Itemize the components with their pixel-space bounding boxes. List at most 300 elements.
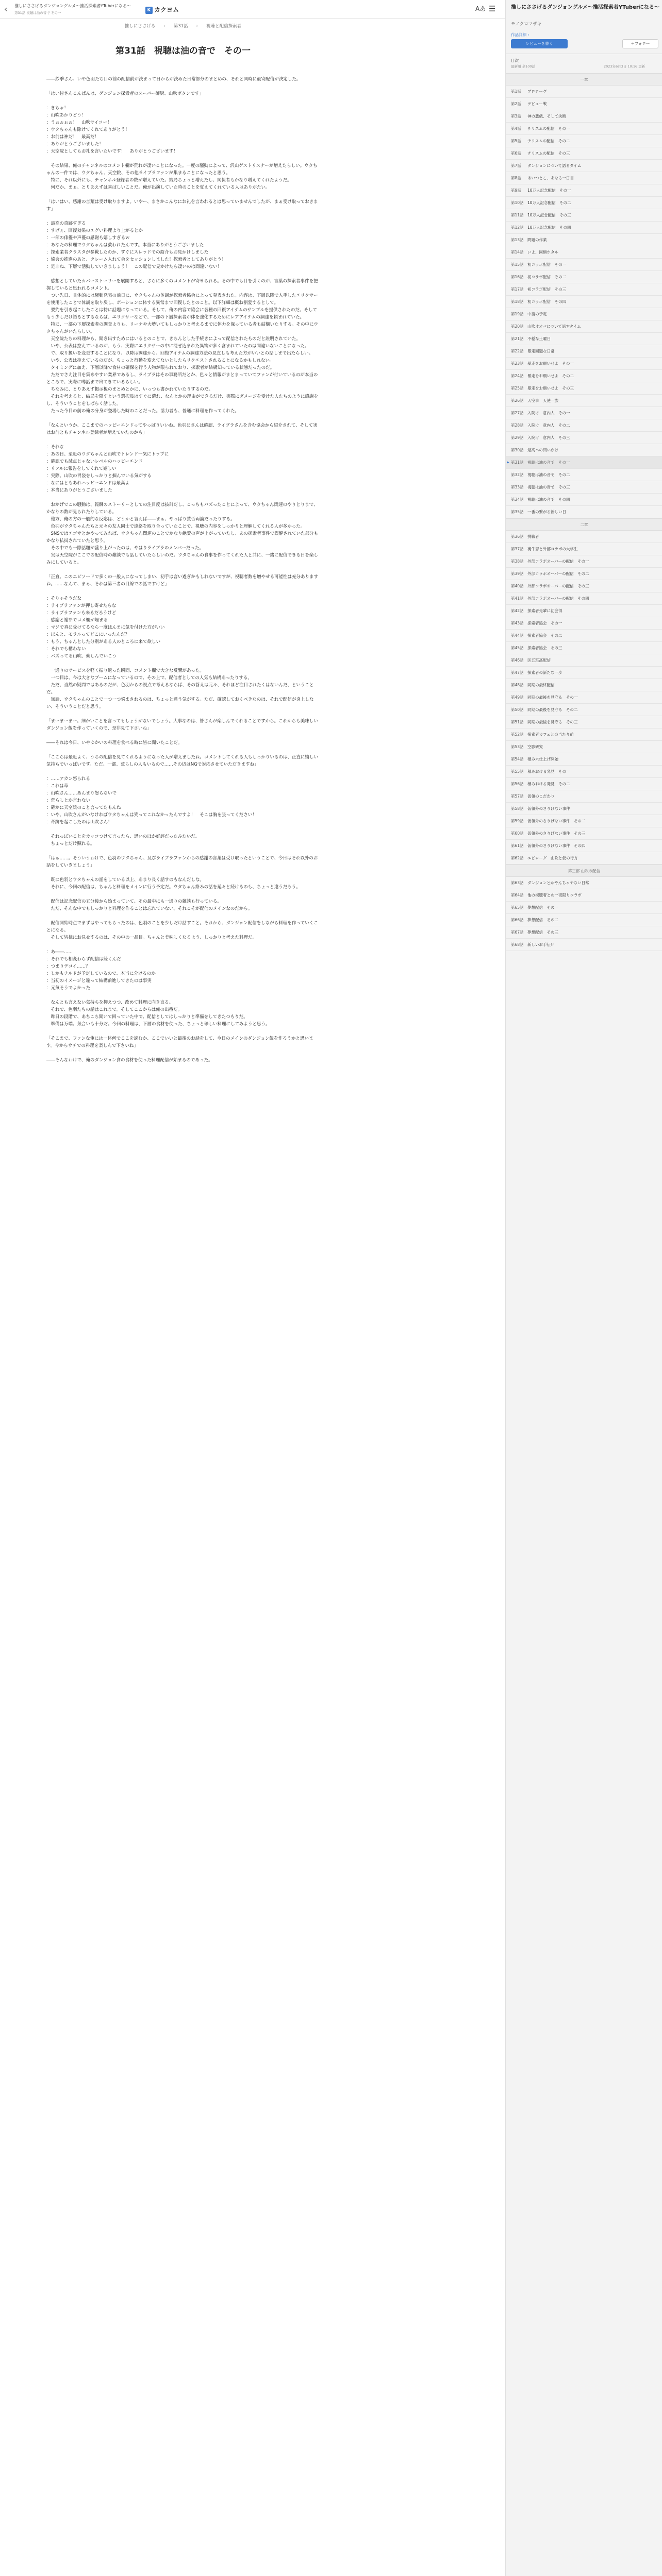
toc-episode-number: 第64話 xyxy=(511,893,524,897)
toc-episode-number: 第45話 xyxy=(511,646,524,650)
toc-episode-number: 第24話 xyxy=(511,374,524,378)
toc-episode-title: 空影研究 xyxy=(527,744,543,749)
toc-episode[interactable] xyxy=(506,679,662,691)
review-button[interactable]: レビューを書く xyxy=(511,39,568,48)
toc-episode[interactable] xyxy=(506,358,662,370)
body-paragraph: ：すげぇ、回復効果のエグい料理より上がるとか xyxy=(46,228,143,233)
toc-episode-number: 第7話 xyxy=(511,163,521,168)
body-paragraph: ：探索業者クラスタが参戦したのか、すぐにスレッドでの紹介もお見かけしました xyxy=(46,250,209,255)
toc-episode[interactable] xyxy=(506,283,662,296)
toc-episode[interactable] xyxy=(506,605,662,617)
body-paragraph: ：これは草 xyxy=(46,784,69,789)
toc-episode-number: 第6話 xyxy=(511,151,521,156)
sidebar-author[interactable]: モノクロマザキ xyxy=(511,22,542,27)
logo-text: カクヨム xyxy=(154,6,179,13)
toc-episode[interactable] xyxy=(506,222,662,234)
toc-episode[interactable] xyxy=(506,630,662,642)
toc-episode[interactable] xyxy=(506,395,662,407)
toc-episode[interactable] xyxy=(506,741,662,753)
toc-episode-number: 第21話 xyxy=(511,336,524,341)
toc-episode-number: 第48話 xyxy=(511,683,524,687)
body-paragraph: ：一部の俳優や声優の感謝も嬉しすぎるｗ xyxy=(46,235,130,241)
toc-episode[interactable] xyxy=(506,815,662,827)
body-paragraph: ：それな xyxy=(46,445,64,450)
toc-episode-number: 第63話 xyxy=(511,880,524,885)
episode-title: 第31話 視聴は油の音で その一 xyxy=(115,46,251,56)
toc-episode-number: 第68話 xyxy=(511,942,524,947)
toc-episode[interactable] xyxy=(506,852,662,865)
toc-episode[interactable] xyxy=(506,555,662,568)
toc-episode-title: 区五班高配信 xyxy=(527,658,551,663)
toc-episode[interactable] xyxy=(506,308,662,320)
body-paragraph: ただ、そんな中でもしっかりと料理を作ることは忘れていない。それこそが配信のメインなのだから。 xyxy=(46,906,253,911)
toc-episode[interactable] xyxy=(506,98,662,110)
body-paragraph xyxy=(46,1028,320,1035)
toc-episode[interactable] xyxy=(506,494,662,506)
toc-episode-number: 第5話 xyxy=(511,139,521,143)
toc-episode-number: 第36話 xyxy=(511,534,524,539)
toc-episode-number: 第30話 xyxy=(511,448,524,452)
toc-episode-title: 中後の予定 xyxy=(527,312,547,316)
body-paragraph: 他方、俺の方の一般的な反応は、どうかと言えば――まぁ、やっぱり賛否両論だったりする。 xyxy=(46,517,235,522)
toc-episode-number: 第66話 xyxy=(511,918,524,922)
body-paragraph: 配信は記念配信の五分後から始まっていて、その最中にも一通りの雑談も行っている。 xyxy=(46,899,222,904)
toc-episode-number: 第13話 xyxy=(511,238,524,242)
toc-episode[interactable] xyxy=(506,370,662,382)
toc-episode[interactable] xyxy=(506,691,662,704)
toc-episode-number: 第59話 xyxy=(511,819,524,823)
top-bar xyxy=(0,0,505,19)
toc-episode-title: 暴走をお願いせよ その一 xyxy=(527,361,574,366)
toc-episode-number: 第33話 xyxy=(511,485,524,489)
toc-episode-title: 同期の最終配信 xyxy=(527,683,555,687)
body-paragraph xyxy=(46,213,320,220)
body-paragraph: ：お前は神だ！ 最高だ！ xyxy=(46,134,100,140)
toc-episode-number: 第55話 xyxy=(511,769,524,774)
toc-episode-number: 第29話 xyxy=(511,435,524,440)
toc-episode[interactable] xyxy=(506,531,662,543)
toc-episode-number: 第22話 xyxy=(511,349,524,353)
body-paragraph: ：ライブラファンも来るだろうけど xyxy=(46,611,117,616)
toc-episode[interactable] xyxy=(506,617,662,630)
menu-icon[interactable]: ☰ xyxy=(489,4,496,13)
toc-episode-title: 10万人記念配信 その四 xyxy=(527,225,571,230)
body-paragraph xyxy=(46,891,320,898)
toc-episode-number: 第51話 xyxy=(511,720,524,724)
toc-episode[interactable] xyxy=(506,160,662,172)
body-paragraph xyxy=(46,83,320,90)
toc-episode[interactable] xyxy=(506,419,662,432)
toc-label: 目次 xyxy=(511,58,519,63)
toc-episode-title: 積みおける発見 その二 xyxy=(527,782,570,786)
toc-episode-number: 第34話 xyxy=(511,497,524,502)
toc-episode[interactable] xyxy=(506,778,662,790)
body-paragraph: 一通りのサービスを軽く振り返った瞬間、コメント欄で大きな反響があった。 xyxy=(46,668,204,673)
toc-episode[interactable] xyxy=(506,877,662,889)
breadcrumb-section: 視聴と配信探索者 xyxy=(206,24,242,29)
toc-episode-title: 一番の繋がる新しい日 xyxy=(527,510,566,514)
body-paragraph: ：バズってる山吹、楽しんでいこう xyxy=(46,654,117,659)
toc-episode-title: 仮領外のさりげない事件 xyxy=(527,806,570,811)
toc-episode[interactable] xyxy=(506,86,662,98)
toc-episode-title: チリスムの配信 その三 xyxy=(527,151,570,156)
toc-episode-number: 第25話 xyxy=(511,386,524,391)
toc-episode-title: 仮領外のさりげない事件 その三 xyxy=(527,831,586,836)
toc-episode[interactable] xyxy=(506,172,662,184)
toc-episode[interactable] xyxy=(506,506,662,518)
body-paragraph: ：それでも構わない xyxy=(46,647,86,652)
sidebar-work-title[interactable]: 推しにささげるダンジョングルメ〜推活探索者YTuberになる〜 xyxy=(511,5,659,10)
body-paragraph xyxy=(46,415,320,422)
toc-episode-title: 暴走をお願いせよ その三 xyxy=(527,386,574,391)
toc-episode-number: 第41話 xyxy=(511,596,524,601)
body-paragraph xyxy=(46,566,320,573)
toc-episode-number: 第4話 xyxy=(511,126,521,131)
toc-episode-number: 第44話 xyxy=(511,633,524,638)
toc-episode[interactable] xyxy=(506,407,662,419)
current-marker-icon: ▶ xyxy=(507,461,509,464)
toc-episode-current[interactable] xyxy=(506,456,662,469)
body-paragraph: ――そんなわけで、俺のダンジョン食の食材を使った料理配信が始まるのであった。 xyxy=(46,1058,213,1063)
toc-episode-title: 外部コラボオーバーの配信 その四 xyxy=(527,596,589,601)
toc-episode[interactable] xyxy=(506,469,662,481)
toc-episode[interactable] xyxy=(506,333,662,345)
toc-episode-number: 第28話 xyxy=(511,423,524,428)
body-paragraph: 「そこまで、ファンな俺には一体何でここを読むか、ここでいいと最後のお話をして、今日のメインのダンジョン飯を作ろうかと思います。今からウチでの料理を楽しんで下さいね」 xyxy=(46,1036,313,1048)
breadcrumb-chapter: 第31話 xyxy=(173,24,188,29)
toc-episode-number: 第54話 xyxy=(511,757,524,761)
toc-episode[interactable] xyxy=(506,147,662,160)
toc-episode-number: 第40話 xyxy=(511,584,524,588)
body-paragraph: ：リアルに報告をしてくれて嬉しい xyxy=(46,466,117,471)
toc-episode-number: 第14話 xyxy=(511,250,524,255)
toc-episode-number: 第46話 xyxy=(511,658,524,663)
body-paragraph: そして皆様にお見せするのは、その中の一品目。ちゃんと美味しくなるよう、しっかりと考えた料理だ。 xyxy=(46,935,257,940)
toc-episode-title: 問題の作業 xyxy=(527,238,547,242)
toc-episode[interactable] xyxy=(506,827,662,840)
body-paragraph: ：本当にありがとうございました xyxy=(46,488,112,493)
breadcrumb xyxy=(46,23,320,29)
body-paragraph: ：山吹あかりどう！ xyxy=(46,113,86,118)
toc-episode-title: 外部コラボオーバーの配信 その三 xyxy=(527,584,589,588)
body-paragraph: 要約を引き起こしたことは特に話題になっている。そして、俺の内容で協会に各種の回復アイテムのサンプルを提供されたのだ。そしてもう少しだけ語るとするならば、エリクサーなどで、一部の下層探索者が体を強化するためにレアアイテムの調達を頼まれていた。 xyxy=(46,308,317,320)
body-paragraph: 「ここらは最近よく、うちの配信を見てくれるようになった人が増えましたね。コメントしてくれる人もしっかりいるのは、正直に嬉しい気持ちでいっぱいです。ただ、一部、荒らしの人もいるので……その辺はNGで対応させていただきますね」 xyxy=(46,755,318,767)
body-paragraph: ：あなたの料理でウタちゃんは救われたんです。本当にありがとうございました xyxy=(46,243,204,248)
toc-episode-number: 第11話 xyxy=(511,213,524,217)
toc-episode-number: 第32話 xyxy=(511,472,524,477)
body-paragraph: ：当初のイメージと違って結構前進してきたのは事実 xyxy=(46,978,152,984)
toc-episode-number: 第62話 xyxy=(511,856,524,860)
body-paragraph: その中でも一際話題が盛り上がったのは、やはりライブラのメンバーだった。 xyxy=(46,546,204,551)
toc-episode-number: 第39話 xyxy=(511,571,524,576)
body-paragraph: ：つまりデコイ……？ xyxy=(46,964,90,969)
episode-subtitle: 第31話 視聴は油の音で その一 xyxy=(14,11,61,15)
toc-episode[interactable] xyxy=(506,135,662,147)
toc-episode[interactable] xyxy=(506,234,662,246)
body-paragraph xyxy=(46,747,320,754)
toc-episode[interactable] xyxy=(506,667,662,679)
body-paragraph: ちょっとだけ照れる。 xyxy=(46,841,95,846)
body-paragraph: 「なんというか、ここまでのハッピーエンドってやっぱりいいね。色羽にさんは確認、ライブラさんを含む協会から紹介されて、そして実はお前ともチャンネル登録者が増えていたのかも」 xyxy=(46,423,318,435)
toc-episode-title: 視聴は油の音で その三 xyxy=(527,485,570,489)
toc-episode-title: 同期の最後を見守る その一 xyxy=(527,695,578,700)
toc-episode[interactable] xyxy=(506,259,662,271)
toc-episode[interactable] xyxy=(506,716,662,728)
toc-episode-number: 第19話 xyxy=(511,312,524,316)
body-paragraph: 昨日の段階で、あちこち聞いて回っていた中で、配信としてはしっかりと準備をしてきたつもりだ。 xyxy=(46,1014,248,1020)
toc-episode[interactable] xyxy=(506,914,662,926)
toc-episode[interactable] xyxy=(506,444,662,456)
toc-episode-title: チリスムの配信 その二 xyxy=(527,139,570,143)
toc-episode-title: 初コラボ配信 その二 xyxy=(527,275,566,279)
toc-episode[interactable] xyxy=(506,654,662,667)
toc-episode-number: 第1話 xyxy=(511,89,521,94)
body-paragraph: ：奇跡を起こしたのは山吹さん！ xyxy=(46,820,112,825)
toc-episode-title: 裏牛窓と外部コラボの大学生 xyxy=(527,547,578,551)
breadcrumb-separator: › xyxy=(196,24,198,29)
body-paragraph: 準備は万端。気合いも十分だ。今回の料理は、下層の食材を使った、ちょっと珍しい料理にしてみようと思う。 xyxy=(46,1022,270,1027)
toc-episode[interactable] xyxy=(506,580,662,592)
body-paragraph xyxy=(46,588,320,595)
body-paragraph xyxy=(46,660,320,667)
toc-episode-title: 初コラボ配信 その一 xyxy=(527,262,566,267)
body-paragraph: ：ほんと、モラルってどこにいったんだ？ xyxy=(46,632,129,637)
body-paragraph xyxy=(46,270,320,278)
toc-episode[interactable] xyxy=(506,320,662,333)
toc-episode[interactable] xyxy=(506,246,662,259)
toc-episode-number: 第65話 xyxy=(511,905,524,910)
body-paragraph: 実は天空院がここでの配信時の雑談でも話していたらしいのだ。ウタちゃんの食事を作ってくれた人と共に、一緒に配信できる日を楽しみにしていると。 xyxy=(46,553,318,565)
body-paragraph: ：ありがとうございました！ xyxy=(46,142,104,147)
toc-episode-title: 外部コラボオーバーの配信 その二 xyxy=(527,571,589,576)
toc-episode-title: 視聴は油の音で その四 xyxy=(527,497,570,502)
toc-episode-title: 視聴は油の音で その一 xyxy=(527,460,570,465)
body-paragraph: ――紗季さん、いや色羽たち目の前の配信前が決まって日からが決めた日常部分のまとめの、それと同時に最寄配信が決定した。 xyxy=(46,77,301,82)
body-paragraph xyxy=(46,768,320,775)
toc-episode[interactable] xyxy=(506,753,662,766)
breadcrumb-work[interactable]: 推しにささげる xyxy=(124,24,156,29)
body-paragraph xyxy=(46,826,320,833)
toc-chapter-heading: 一章 xyxy=(506,73,662,86)
body-paragraph: 色羽がウタちゃんたちと元々の友人同士で連絡を取り合っていたことで、視聴の内容をしっかりと理解してくれる人が多かった。 xyxy=(46,524,305,529)
body-paragraph: ：きちゃ！ xyxy=(46,106,69,111)
toc-episode-number: 第23話 xyxy=(511,361,524,366)
toc-episode[interactable] xyxy=(506,345,662,358)
toc-episode-number: 第26話 xyxy=(511,398,524,403)
toc-episode[interactable] xyxy=(506,568,662,580)
toc-episode-title: 10万人記念配信 その一 xyxy=(527,188,571,193)
toc-episode-title: 同期の最後を見守る その三 xyxy=(527,720,578,724)
body-paragraph: ：元気そうでよかった xyxy=(46,986,91,991)
toc-episode-title: 仮領外のさりげない事件 その四 xyxy=(527,843,586,848)
toc-episode[interactable] xyxy=(506,803,662,815)
body-paragraph: ：最高の奇跡すぎる xyxy=(46,221,86,226)
toc-episode[interactable] xyxy=(506,840,662,852)
toc-episode[interactable] xyxy=(506,728,662,741)
toc-episode-number: 第9話 xyxy=(511,188,521,193)
body-paragraph: 「正直、このエピソードで多くの一般人になってしまい、初手は言い過ぎかもしれないですが、視聴者数を増やせる可能性は充分ありますね。……なんて、まぁ、それは第三者の目線での話ですけど」 xyxy=(46,574,319,587)
toc-episode-title: 夢想配信 その一 xyxy=(527,905,558,910)
toc-episode-title: 挑戦者 xyxy=(527,534,539,539)
toc-episode-title: デビュー戦 xyxy=(527,101,547,106)
toc-episode[interactable] xyxy=(506,704,662,716)
body-paragraph xyxy=(46,869,320,876)
body-paragraph xyxy=(46,191,320,198)
reader-main xyxy=(46,19,320,1064)
toc-episode-number: 第53話 xyxy=(511,744,524,749)
toc-episode-title: 夢想配信 その三 xyxy=(527,930,558,935)
body-paragraph: ：あ――…… xyxy=(46,950,73,955)
body-paragraph: なんとも言えない気持ちを抑えつつ、改めて料理に向き直る。 xyxy=(46,1000,173,1005)
toc-episode-title: 探索者協会 その二 xyxy=(527,633,562,638)
toc-episode-title: 夢想配信 その二 xyxy=(527,918,558,922)
toc-episode-number: 第35話 xyxy=(511,510,524,514)
body-paragraph: 天空院たちの料理から、聞き出すためにはいるとのことで、きちんとした手続きによって配信されたものだと説明されていた。 xyxy=(46,336,301,342)
logo-mark-icon: K xyxy=(145,7,153,14)
toc-episode[interactable] xyxy=(506,902,662,914)
toc-episode-title: 仮領のこだわり xyxy=(527,794,555,799)
body-paragraph: 特に、一部の下層探索者の調査よりも、リーナや大勢いてもしっかりと考えるまでに体力を保っている者も結構いたりする。その中にウタちゃんがいたらしい。 xyxy=(46,322,319,334)
body-paragraph: その結果、俺のチャンネルのコメント欄が荒れが凄いことになった。一度の騒動によって、沢山ゲストリスナーが増えたらしい。ウタちゃんの一件では、ウタちゃん、天空院、その他ライブラファンが集まることになったと思う。 xyxy=(46,163,318,176)
toc-episode-title: 天空事 天使一族 xyxy=(527,398,558,403)
body-paragraph: それに、今回の配信は、ちゃんと料理をメインに行う予定だ。ウタちゃん絡みの話を延々と続けるのも、ちょっと違うだろう。 xyxy=(46,885,301,890)
body-paragraph xyxy=(46,436,320,444)
body-paragraph xyxy=(46,710,320,718)
toc-episode[interactable] xyxy=(506,592,662,605)
toc-episode-title: 探索者協会 その三 xyxy=(527,646,562,650)
toc-episode[interactable] xyxy=(506,432,662,444)
body-paragraph xyxy=(46,97,320,105)
toc-sidebar xyxy=(505,0,662,2576)
toc-episode-number: 第18話 xyxy=(511,299,524,304)
toc-episode-number: 第58話 xyxy=(511,806,524,811)
toc-episode-number: 第47話 xyxy=(511,670,524,675)
episode-body xyxy=(46,76,320,1064)
toc-episode-title: 外部コラボオーバーの配信 その一 xyxy=(527,559,589,564)
toc-episode-title: 10万人記念配信 その二 xyxy=(527,200,571,205)
toc-episode-title: 探索者カフェとの当たり前 xyxy=(527,732,574,737)
body-paragraph: ：もう、ちゃんとした分別がある人のところに来て欲しい xyxy=(46,639,161,645)
toc-episode[interactable] xyxy=(506,209,662,222)
body-paragraph: 無論、ウタちゃんのことで一つ一つ悩まされるのは、ちょっと違う気がする。ただ、確認しておくべきなのは、それで配信が炎上しない、そういうことだと思う。 xyxy=(46,697,314,709)
toc-episode-number: 第16話 xyxy=(511,275,524,279)
toc-episode-title: 初コラボ配信 その三 xyxy=(527,287,566,292)
toc-episode-title: 他の視聴者との一夜限りコラボ xyxy=(527,893,582,897)
toc-episode-title: チリスムの配信 その一 xyxy=(527,126,570,131)
toc-chapter-heading: 二章 xyxy=(506,518,662,531)
body-paragraph: ：なにはともあれハッピーエンドは最高よ xyxy=(46,481,130,486)
toc-updated-date: 2023年6月3日 10:16 更新 xyxy=(604,64,646,69)
toc-episode-title: ダンジョンについて語るタイム xyxy=(527,163,582,168)
toc-episode-number: 第8話 xyxy=(511,176,521,180)
body-paragraph: 感想としていたカバーストーリーを展開すると、さらに多くのコメントが寄せられる。その中でも目を引くのが、言葉の探索者事件を把握していると思われるコメント。 xyxy=(46,279,318,291)
toc-episode-title: 入院け 意内人 その二 xyxy=(527,423,570,428)
body-paragraph: 特に、それ以外にも、チャンネル登録者の数が増えていた。結局ちょっと増えたし、関係者もかなり増えてくれたようだ。 xyxy=(46,178,292,183)
toc-episode[interactable] xyxy=(506,543,662,555)
work-detail-link[interactable]: 作品詳細 › xyxy=(511,32,529,37)
toc-episode[interactable] xyxy=(506,197,662,209)
body-paragraph: 既に色羽とウタちゃんの話をしている以上、あまり長く話すのもなんだしな。 xyxy=(46,877,204,883)
toc-episode[interactable] xyxy=(506,123,662,135)
body-paragraph: ：うぉぉぉぉ！ 山吹サイコー！ xyxy=(46,120,112,125)
body-paragraph: たった今目の前の俺の分身が登場した時のことだった。協力者も、普通に料理を作ってくれた。 xyxy=(46,409,240,414)
toc-episode-number: 第61話 xyxy=(511,843,524,848)
toc-episode-number: 第56話 xyxy=(511,782,524,786)
toc-episode[interactable] xyxy=(506,481,662,494)
toc-episode-title: あいつとこ、あなる一日目 xyxy=(527,176,574,180)
toc-episode-number: 第67話 xyxy=(511,930,524,935)
toc-episode[interactable] xyxy=(506,939,662,951)
toc-episode-number: 第12話 xyxy=(511,225,524,230)
body-paragraph: つい先日、具体的には騒動発表の前日に、ウタちゃんの体調が探索者協会によって発表された。内容は、下層以降で入手したエリクサーを使用したことで体調を取り戻し、ポーションに体する異常まで回復したとのこと。以下詳細は概ね割愛するとして。 xyxy=(46,293,318,306)
toc-episode-title: 暴走回避な日常 xyxy=(527,349,555,353)
breadcrumb-separator: › xyxy=(163,24,166,29)
body-paragraph: それで、色羽たちの話はこれまで。そしてここからは俺の出番だ。 xyxy=(46,1007,183,1012)
body-paragraph xyxy=(46,992,320,999)
toc-episode[interactable] xyxy=(506,110,662,123)
body-paragraph: それを考えると、結局を隠すという選択肢はすぐに潰れ、なんとかの理由ができるだけ、実際にダメージを受けた人たちのように感謝をし、そういうことをしばらく話した。 xyxy=(46,394,319,406)
body-paragraph: ：荒らしとか言わない xyxy=(46,798,91,803)
toc-episode-number: 第2話 xyxy=(511,101,521,106)
body-paragraph: ：山吹さん……あんまり怒らないで xyxy=(46,791,117,796)
body-paragraph: 一つ目は、今は大きなブームになっているので、その上で、配信者としての人気も結構あったりする。 xyxy=(46,675,252,681)
body-paragraph xyxy=(46,941,320,948)
toc-episode[interactable] xyxy=(506,790,662,803)
toc-episode-number: 第27話 xyxy=(511,411,524,415)
toc-episode-number: 第52話 xyxy=(511,732,524,737)
body-paragraph: ：マジで真に受けてるなら一度ほんまに気を付けた方がいい xyxy=(46,625,165,630)
toc-episode[interactable] xyxy=(506,926,662,939)
toc-episode-number: 第50話 xyxy=(511,707,524,712)
toc-episode[interactable] xyxy=(506,889,662,902)
toc-episode-title: いよ、同類ホタル xyxy=(527,250,558,255)
body-paragraph: タイミングに加え、下層以降で食材の確保を行う人物が限られており、探索者が結構知っている状態だったのだ。 xyxy=(46,365,275,370)
toc-episode-number: 第31話 xyxy=(511,460,524,465)
toc-episode-title: ダンジョンとかやんちゃやない日常 xyxy=(527,880,589,885)
toc-episode-title: 探索者の新たな一歩 xyxy=(527,670,562,675)
toc-episode[interactable] xyxy=(506,382,662,395)
toc-episode[interactable] xyxy=(506,271,662,283)
work-title-link[interactable]: 推しにささげるダンジョングルメ〜推活探索者YTuberになる〜 xyxy=(14,4,131,8)
body-paragraph: ：いや、山吹さんがいなければウタちゃんは笑ってこれなかったんですよ！ そこは胸を張ってください！ xyxy=(46,812,257,818)
font-settings-button[interactable]: Aあ xyxy=(475,5,486,12)
back-arrow-icon[interactable]: ‹ xyxy=(4,4,8,14)
toc-episode[interactable] xyxy=(506,296,662,308)
body-paragraph: SNSではエゴサとかやってみれば、ウタちゃん関連のことでかなり絶賛の声が上がっていたし、あの探索者事件で誤解されていた部分もかなり払拭されていたと思う。 xyxy=(46,531,319,544)
body-paragraph: ただ、当然の疑問ではあるのだが、色羽からの視点で考えるならば、その答えは元々、それほど注目されたくはないんだ、ということだ。 xyxy=(46,683,314,695)
body-paragraph: ：天空院としてもお礼を言いたいです！ ありがとうございます！ xyxy=(46,149,178,154)
body-paragraph: ：是非ね、下層で活動していきましょう！ この配信で見かけたら凄いのは間違いない！ xyxy=(46,264,222,269)
toc-episode[interactable] xyxy=(506,766,662,778)
toc-episode-title: 暴走をお願いせよ その二 xyxy=(527,374,574,378)
body-paragraph xyxy=(46,155,320,162)
toc-episode-title: 山吹オオバについて話すタイム xyxy=(527,324,581,329)
toc-episode-title: 積み木仕上げ開始 xyxy=(527,757,558,761)
toc-episode-number: 第17話 xyxy=(511,287,524,292)
toc-chapter-heading: 第三部 山吹の配信 xyxy=(506,865,662,877)
toc-episode[interactable] xyxy=(506,642,662,654)
body-paragraph: それっぽいことをカッコつけて言ったら、思いのほか好評だったみたいだ。 xyxy=(46,834,200,839)
body-paragraph: ：しかもチルドが予定しているので、本当に分けるのか xyxy=(46,971,156,976)
toc-episode-number: 第42話 xyxy=(511,608,524,613)
follow-button[interactable]: ＋フォロー xyxy=(622,39,658,48)
toc-episode[interactable] xyxy=(506,184,662,197)
site-logo[interactable] xyxy=(145,5,179,14)
toc-sort-info[interactable]: 最新順 全100話 xyxy=(511,64,535,69)
body-paragraph: ：協会の推進のあと、クレーム入れて会をセッションしました！探索者としてありがとう！ xyxy=(46,257,226,262)
body-paragraph: ：あの日、至近のウタちゃんと山吹でトレンド一気にトップに xyxy=(46,452,169,457)
toc-episode-title: 入院け 意内人 その三 xyxy=(527,435,570,440)
